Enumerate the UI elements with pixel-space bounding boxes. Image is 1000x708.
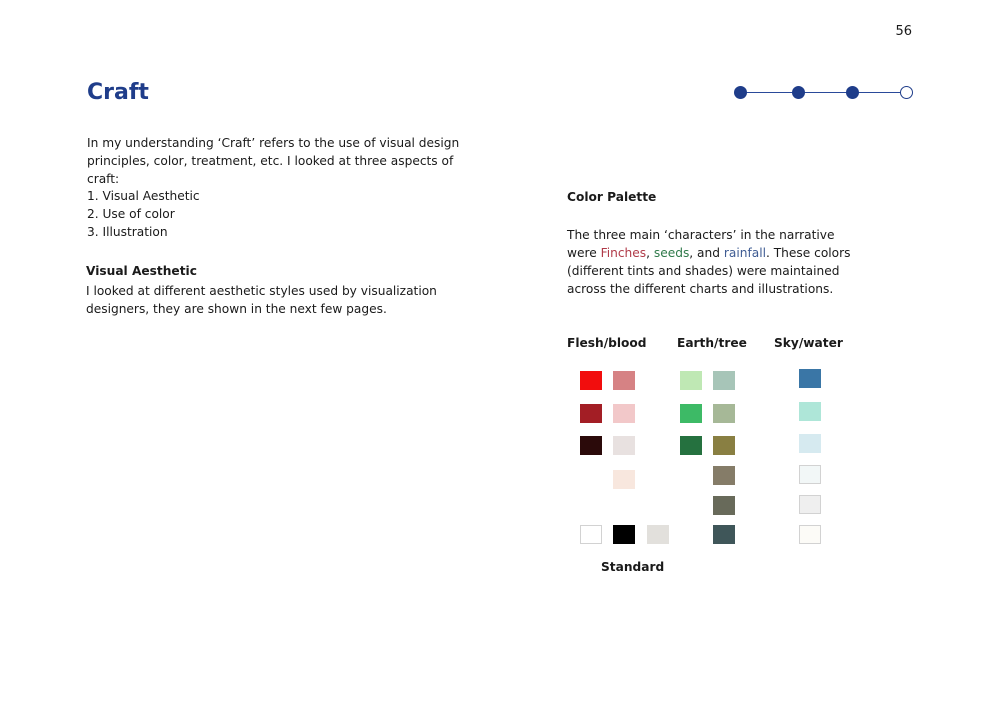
finches-word: Finches <box>600 246 647 260</box>
color-swatch <box>613 371 635 390</box>
color-swatch <box>799 525 821 544</box>
list-item: 2. Use of color <box>87 207 175 221</box>
color-swatch <box>713 525 735 544</box>
progress-step-3 <box>846 86 859 99</box>
progress-indicator <box>734 86 914 100</box>
color-swatch <box>713 496 735 515</box>
color-swatch <box>613 436 635 455</box>
color-swatch <box>680 404 702 423</box>
color-swatch <box>613 404 635 423</box>
visual-aesthetic-heading: Visual Aesthetic <box>86 264 197 278</box>
color-swatch <box>713 371 735 390</box>
page-number: 56 <box>895 24 912 39</box>
seeds-word: seeds <box>653 246 690 260</box>
sky-water-label: Sky/water <box>774 336 843 350</box>
list-item: 3. Illustration <box>87 225 168 239</box>
cp-comma: , <box>646 246 654 260</box>
color-swatch <box>799 465 821 484</box>
color-swatch <box>680 436 702 455</box>
color-swatch <box>713 436 735 455</box>
color-swatch <box>680 371 702 390</box>
aspects-list <box>87 187 200 241</box>
earth-tree-label: Earth/tree <box>677 336 747 350</box>
color-swatch <box>799 434 821 453</box>
color-palette-text <box>567 226 867 298</box>
progress-step-1 <box>734 86 747 99</box>
rainfall-word: rainfall <box>723 246 766 260</box>
color-swatch <box>713 404 735 423</box>
cp-text-before: The three main ‘characters’ in the narrative were <box>567 228 835 260</box>
color-swatch <box>799 495 821 514</box>
list-item: 1. Visual Aesthetic <box>87 189 200 203</box>
color-swatch <box>799 402 821 421</box>
progress-line <box>740 92 908 93</box>
color-swatch <box>713 466 735 485</box>
intro-paragraph: In my understanding ‘Craft’ refers to the use of visual design principles, color, treatment, etc. I looked at three aspects of craft: <box>87 136 460 186</box>
flesh-blood-label: Flesh/blood <box>567 336 647 350</box>
cp-and: , and <box>689 246 724 260</box>
color-swatch <box>613 470 635 489</box>
visual-aesthetic-text: I looked at different aesthetic styles used by visualization designers, they are shown in the next few pages. <box>86 284 437 316</box>
color-swatch <box>613 525 635 544</box>
cp-text-after: . These colors (different tints and shades) were maintained across the different charts and illustrations. <box>567 246 851 296</box>
progress-step-4 <box>900 86 913 99</box>
color-swatch <box>580 436 602 455</box>
color-swatch <box>580 371 602 390</box>
progress-step-2 <box>792 86 805 99</box>
standard-label: Standard <box>601 560 665 574</box>
color-palette-heading: Color Palette <box>567 190 657 204</box>
color-swatch <box>647 525 669 544</box>
color-swatch <box>580 404 602 423</box>
color-swatch <box>580 525 602 544</box>
page-title: Craft <box>87 80 149 105</box>
color-swatch <box>799 369 821 388</box>
